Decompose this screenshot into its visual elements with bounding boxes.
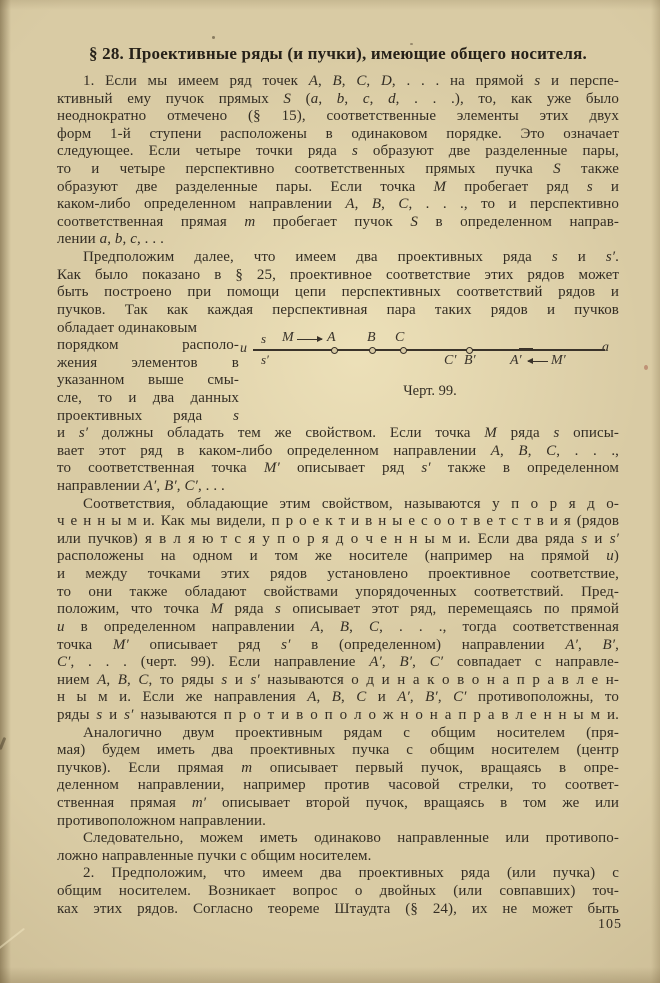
text-block (57, 73, 619, 918)
text-line: Предположим далее, что имеем два проективных ряда s и s′. (83, 249, 619, 266)
arrow-left-icon (528, 361, 548, 363)
text-line: сле, то и два данных (57, 389, 239, 406)
figure-label-s-prime: s′ (261, 352, 269, 367)
text-line: положим, что точка M ряда s описывает этот ряд, перемещаясь по прямой (57, 601, 619, 618)
text-line: ктивный ему пучок прямых S (a, b, c, d, . . .), то, как уже было (57, 90, 619, 107)
text-line: пучков). Если прямая m описывает первый пучок, вращаясь в опре- (57, 759, 619, 776)
point-marker-B (369, 347, 376, 354)
text-line: то соответственная точка M′ описывает ряд s′ также в определенном (57, 460, 619, 477)
text-line: н ы м и. Если же направления A, B, C и A′, B′, C′ противоположны, то (57, 689, 619, 706)
figure-label-s: s (261, 331, 267, 346)
text-line: Аналогично двум проективным рядам с общим носителем (пря- (83, 724, 619, 741)
text-line: порядком располо- (57, 337, 239, 354)
text-line: нием A, B, C, то ряды s и s′ называются о д и н а к о в о н а п р а в л е н- (57, 671, 620, 688)
text-line: расположены на одном и том же носителе (например на прямой u) (57, 548, 619, 565)
text-line: быть построено при помощи цепи перспективных соответствий рядов и (57, 284, 619, 301)
text-line: или пучков) я в л я ю т с я у п о р я д о ч е н н ы м и. Если два ряда s и s′ (57, 530, 620, 547)
text-line: Соответствия, обладающие этим свойством, называются у п о р я д о- (83, 495, 619, 512)
paper-speck (644, 365, 648, 370)
text-line: точка M′ описывает ряд s′ в (определенном) направлении A′, B′, (57, 636, 620, 653)
figure-label-B-prime: B′ (464, 353, 476, 368)
text-line: обладает одинаковым (57, 319, 198, 336)
figure-label-C-prime: C′ (444, 353, 457, 368)
text-line: образуют две разделенные пары. Если точка M пробегает ряд s и (57, 178, 619, 195)
text-line: общим носителем. Возникает вопрос о двойных (или совпавших) точ- (57, 883, 619, 900)
figure-label-B: B (367, 330, 376, 345)
arrow-right-icon (297, 339, 322, 341)
text-line: деленном направлении, например против часовой стрелки, то соответ- (57, 777, 619, 794)
text-line: направлении A′, B′, C′, . . . (57, 478, 225, 495)
text-line: жения элементов в (57, 354, 239, 371)
figure-label-A: A (327, 330, 336, 345)
text-line: ложно направленные пучки с общим носителем. (57, 847, 372, 864)
figure-label-u: u (240, 341, 247, 356)
text-line: форм 1-й ступени расположены в одинаковом порядке. Это означает (57, 125, 619, 142)
figure-chert-99 (240, 329, 620, 403)
text-line: противоположном направлении. (57, 812, 267, 829)
text-line: проективных ряда s (57, 407, 239, 424)
text-line: пучков. Так как каждая перспективная пара таких рядов и пучков (57, 301, 619, 318)
section-title: § 28. Проективные ряды (и пучки), имеющие общего носителя. (89, 44, 587, 64)
text-line: лении a, b, c, . . . (57, 231, 164, 248)
text-line: и s′ должны обладать тем же свойством. Если точка M ряда s описы- (57, 425, 619, 442)
paper-edge-mark (0, 737, 6, 750)
figure-baseline (253, 349, 605, 351)
figure-caption: Черт. 99. (403, 383, 457, 399)
text-line: неоднократно отмечено (§ 15), соответственные элементы этих двух (57, 108, 619, 125)
text-line: соответственная прямая m пробегает пучок S в определенном направ- (57, 213, 619, 230)
figure-label-M-prime: M′ (551, 353, 566, 368)
text-line: Следовательно, можем иметь одинаково направленные или противопо- (83, 830, 619, 847)
paper-crease (0, 928, 25, 951)
figure-label-C: C (395, 330, 405, 345)
text-line: каком-либо определенном направлении A, B, C, . . ., то и перспективно (57, 196, 619, 213)
text-line: мая) будем иметь два проективных пучка с общим носителем (центр (57, 742, 619, 759)
figure-label-M: M (282, 330, 294, 345)
text-line: то они также обладают свойствами упорядоченных соответствий. Пред- (57, 583, 619, 600)
text-line: указанном выше смы- (57, 372, 239, 389)
point-marker-A (331, 347, 338, 354)
text-line: следующее. Если четыре точки ряда s образуют две разделенные пары, (57, 143, 619, 160)
text-line: и между точками этих рядов установлено проективное соответствие, (57, 566, 619, 583)
paper-speck (212, 36, 215, 39)
point-marker-A-prime (519, 348, 533, 351)
text-line: ряды s и s′ называются п р о т и в о п о л о ж н о н а п р а в л е н н ы м и. (57, 706, 620, 723)
text-line: ственная прямая m′ описывает второй пучок, вращаясь в том же или (57, 794, 619, 811)
text-line: то и четыре перспективно соответственных прямых пучка S также (57, 161, 619, 178)
text-line: 2. Предположим, что имеем два проективных ряда (или пучка) с (83, 865, 619, 882)
figure-label-A-prime: A′ (510, 353, 522, 368)
text-line: ч е н н ы м и. Как мы видели, п р о е к т и в н ы е с о о т в е т с т в и я (рядов (57, 513, 619, 530)
figure-label-a: a (602, 340, 609, 355)
text-line: u в определенном направлении A, B, C, . . ., тогда соответственная (57, 618, 619, 635)
page-number: 105 (598, 917, 622, 932)
text-line: 1. Если мы имеем ряд точек A, B, C, D, . . . на прямой s и перспе- (83, 73, 620, 89)
text-line: C′, . . . (черт. 99). Если направление A′, B′, C′ совпадает с направле- (57, 654, 619, 671)
text-line: ках этих рядов. Согласно теореме Штаудта (§ 24), их не может быть (57, 900, 619, 917)
text-line: вает этот ряд в каком-либо определенном направлении A, B, C, . . ., (57, 442, 620, 459)
text-line: Как было показано в § 25, проективное соответствие этих рядов может (57, 266, 619, 283)
point-marker-C (400, 347, 407, 354)
